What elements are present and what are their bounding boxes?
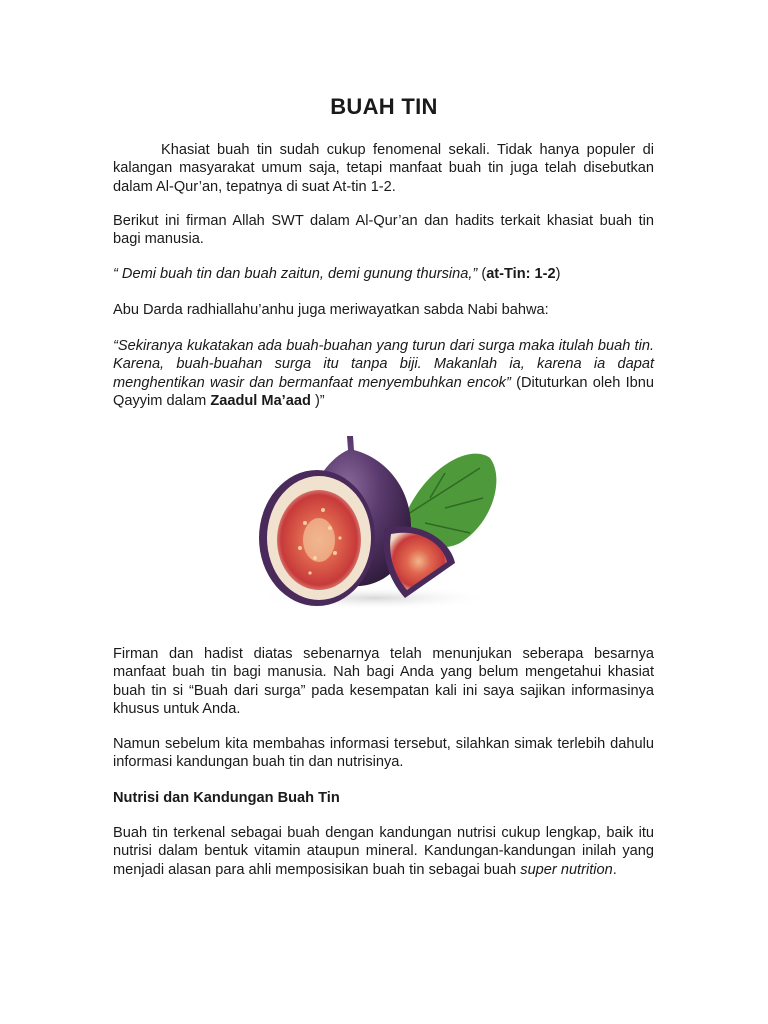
hadith-quote-text: “Sekiranya kukatakan ada buah-buahan yang turun dari surga maka itulah buah tin. Karena, buah-buahan surga itu tanpa biji. Makanlah ia, karena ia dapat menghentikan wasir dan bermanfaat menyembuhkan encok”	[113, 338, 654, 391]
quran-quote-ref: at-Tin: 1-2	[486, 266, 556, 282]
page-title: BUAH TIN	[330, 94, 438, 119]
quran-quote-paragraph	[113, 265, 654, 283]
hadith-quote-end: )”	[310, 392, 325, 409]
quran-quote-close: )	[555, 266, 561, 282]
transition-paragraph: Namun sebelum kita membahas informasi tersebut, silahkan simak terlebih dahulu informasi kandungan buah tin dan nutrisinya.	[113, 736, 654, 771]
section-heading: Nutrisi dan Kandungan Buah Tin	[113, 790, 340, 806]
quran-quote-open: (	[477, 266, 487, 282]
firman-intro-paragraph: Berikut ini firman Allah SWT dalam Al-Qur’an dan hadits terkait khasiat buah tin bagi manusia.	[113, 213, 654, 248]
hadith-quote-paragraph	[113, 337, 654, 410]
explanation-paragraph: Firman dan hadist diatas sebenarnya telah menunjukan seberapa besarnya manfaat buah tin bagi manusia. Nah bagi Anda yang belum mengetahui khasiat buah tin si “Buah dari surga” pada kesempatan kali ini saya sajikan informasinya khusus untuk Anda.	[113, 646, 654, 717]
quran-quote-text: “ Demi buah tin dan buah zaitun, demi gunung thursina,”	[113, 266, 478, 282]
nutrition-paragraph	[113, 824, 654, 879]
intro-paragraph: Khasiat buah tin sudah cukup fenomenal sekali. Tidak hanya populer di kalangan masyarakat umum saja, tetapi manfaat buah tin juga telah disebutkan dalam Al-Qur’an, tepatnya di suat At-tin 1-2.	[113, 142, 654, 195]
hadith-book-title: Zaadul Ma’aad	[210, 392, 311, 409]
nutrition-end: .	[612, 861, 617, 878]
nutrition-italic-term: super nutrition	[520, 861, 613, 878]
fig-illustration	[255, 428, 515, 613]
nutrition-text: Buah tin terkenal sebagai buah dengan kandungan nutrisi cukup lengkap, baik itu nutrisi dalam bentuk vitamin ataupun mineral. Kandungan-kandungan inilah yang menjadi alasan para ahli memposisikan buah tin sebagai buah	[113, 825, 654, 878]
hadith-intro-paragraph: Abu Darda radhiallahu’anhu juga meriwayatkan sabda Nabi bahwa:	[113, 302, 549, 318]
hadith-source-text: (Dituturkan oleh Ibnu Qayyim dalam	[113, 374, 654, 409]
fig-fruit-image	[255, 428, 515, 613]
